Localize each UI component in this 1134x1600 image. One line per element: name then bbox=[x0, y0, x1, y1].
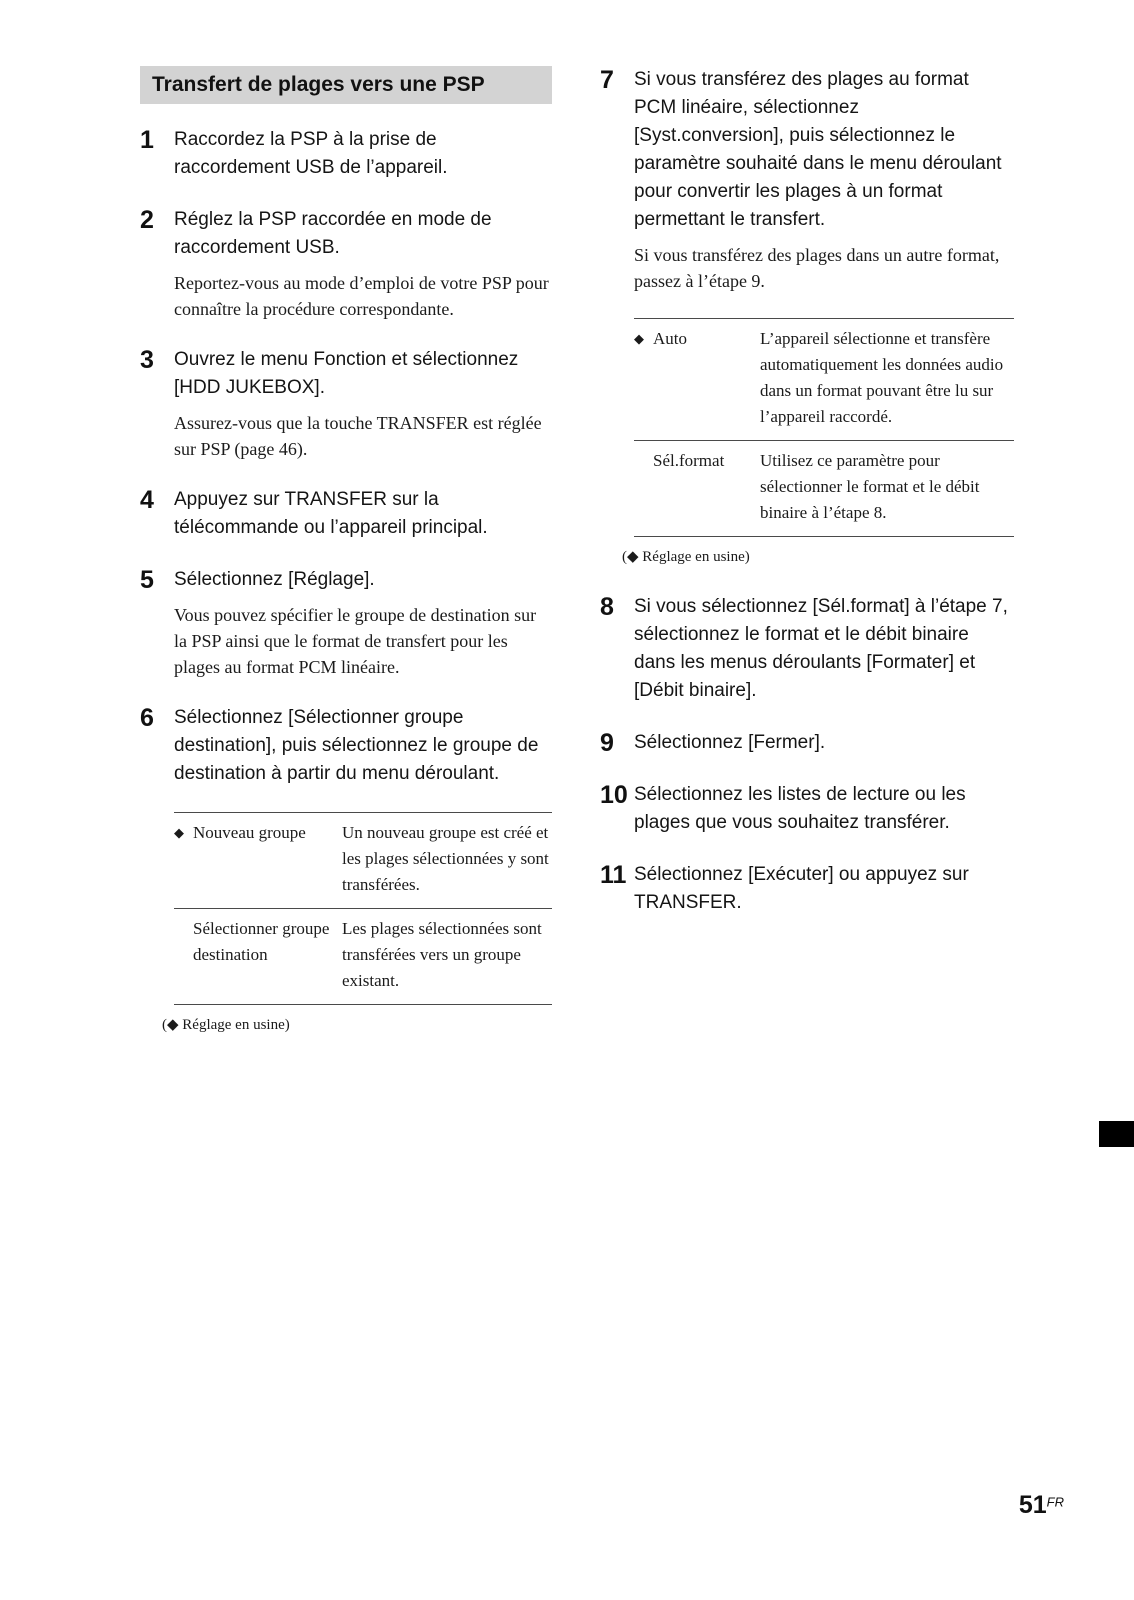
table-row bbox=[634, 441, 1014, 537]
step-content bbox=[174, 566, 552, 680]
step-number: 6 bbox=[140, 704, 154, 732]
step-number: 2 bbox=[140, 206, 154, 234]
step-title: Sélectionnez [Exécuter] ou appuyez sur TRANSFER. bbox=[634, 864, 969, 913]
step-title: Sélectionnez [Sélectionner groupe destination], puis sélectionnez le groupe de destination à partir du menu déroulant. bbox=[174, 707, 539, 784]
step-number: 10 bbox=[600, 781, 628, 809]
table-row bbox=[634, 319, 1014, 441]
destination-group-table bbox=[174, 812, 552, 1005]
page-region-label: FR bbox=[1046, 1494, 1064, 1510]
page-edge-tab bbox=[1099, 1121, 1134, 1147]
step-title: Réglez la PSP raccordée en mode de raccordement USB. bbox=[174, 209, 492, 258]
step-number: 1 bbox=[140, 126, 154, 154]
table-definition: Les plages sélectionnées sont transférées vers un groupe existant. bbox=[342, 919, 542, 990]
step-9 bbox=[600, 729, 1014, 757]
table-definition: L’appareil sélectionne et transfère automatiquement les données audio dans un format pouvant être lu sur l’appareil raccordé. bbox=[760, 329, 1004, 426]
term-text: Auto bbox=[653, 329, 687, 348]
step-content bbox=[174, 704, 552, 788]
step-number: 11 bbox=[600, 861, 627, 889]
term-text: Sélectionner groupe destination bbox=[193, 919, 330, 964]
step-content bbox=[174, 346, 552, 462]
step-content bbox=[174, 486, 552, 542]
step-body: Assurez-vous que la touche TRANSFER est réglée sur PSP (page 46). bbox=[174, 413, 542, 459]
step-content bbox=[634, 781, 1014, 837]
step-4 bbox=[140, 486, 552, 542]
step-5 bbox=[140, 566, 552, 680]
table-term bbox=[174, 820, 342, 898]
step-number: 7 bbox=[600, 66, 614, 94]
step-10 bbox=[600, 781, 1014, 837]
step-title: Sélectionnez [Fermer]. bbox=[634, 732, 826, 753]
step-content bbox=[634, 729, 1014, 757]
step-title: Sélectionnez [Réglage]. bbox=[174, 569, 375, 590]
step-title: Sélectionnez les listes de lecture ou les plages que vous souhaitez transférer. bbox=[634, 784, 966, 833]
term-text: Sél.format bbox=[653, 451, 725, 470]
step-number: 9 bbox=[600, 729, 614, 757]
table-term bbox=[634, 448, 760, 526]
step-body: Vous pouvez spécifier le groupe de destination sur la PSP ainsi que le format de transfert pour les plages au format PCM linéaire. bbox=[174, 605, 537, 677]
step-number: 4 bbox=[140, 486, 154, 514]
step-title: Si vous transférez des plages au format PCM linéaire, sélectionnez [Syst.conversion], puis sélectionnez le paramètre souhaité dans le menu déroulant pour convertir les plages à un format permettant le transfert. bbox=[634, 69, 1002, 230]
left-column bbox=[140, 0, 552, 1061]
factory-setting-footnote: (◆ Réglage en usine) bbox=[162, 1017, 290, 1033]
step-title: Appuyez sur TRANSFER sur la télécommande ou l’appareil principal. bbox=[174, 489, 488, 538]
step-1 bbox=[140, 126, 552, 182]
step-7 bbox=[600, 66, 1014, 294]
step-content bbox=[634, 593, 1014, 705]
page-number: 51 bbox=[1018, 1491, 1047, 1519]
table-definition: Un nouveau groupe est créé et les plages sélectionnées y sont transférées. bbox=[342, 823, 549, 894]
term-text: Nouveau groupe bbox=[193, 823, 306, 842]
table-term bbox=[634, 326, 760, 430]
step-content bbox=[174, 206, 552, 322]
step-title: Ouvrez le menu Fonction et sélectionnez [HDD JUKEBOX]. bbox=[174, 349, 519, 398]
step-number: 8 bbox=[600, 593, 614, 621]
step-3 bbox=[140, 346, 552, 462]
page-footer bbox=[1019, 1491, 1064, 1520]
step-number: 5 bbox=[140, 566, 154, 594]
step-body: Reportez-vous au mode d’emploi de votre PSP pour connaître la procédure correspondante. bbox=[174, 273, 549, 319]
step-number: 3 bbox=[140, 346, 154, 374]
step-6 bbox=[140, 704, 552, 788]
step-content bbox=[634, 66, 1014, 294]
right-column bbox=[600, 0, 1014, 941]
step-8 bbox=[600, 593, 1014, 705]
factory-setting-footnote: (◆ Réglage en usine) bbox=[622, 549, 750, 565]
table-row bbox=[174, 909, 552, 1005]
step-11 bbox=[600, 861, 1014, 917]
step-content bbox=[634, 861, 1014, 917]
step-body: Si vous transférez des plages dans un autre format, passez à l’étape 9. bbox=[634, 245, 1000, 291]
diamond-default-icon: ◆ bbox=[174, 825, 184, 840]
diamond-default-icon: ◆ bbox=[634, 331, 644, 346]
step-2 bbox=[140, 206, 552, 322]
section-heading: Transfert de plages vers une PSP bbox=[140, 66, 552, 104]
step-title: Raccordez la PSP à la prise de raccordement USB de l’appareil. bbox=[174, 129, 448, 178]
step-content bbox=[174, 126, 552, 182]
table-row bbox=[174, 813, 552, 909]
table-term bbox=[174, 916, 342, 994]
table-definition: Utilisez ce paramètre pour sélectionner le format et le débit binaire à l’étape 8. bbox=[760, 451, 980, 522]
step-title: Si vous sélectionnez [Sél.format] à l’étape 7, sélectionnez le format et le débit binaire dans les menus déroulants [Formater] et [Débit binaire]. bbox=[634, 596, 1008, 701]
conversion-format-table bbox=[634, 318, 1014, 537]
